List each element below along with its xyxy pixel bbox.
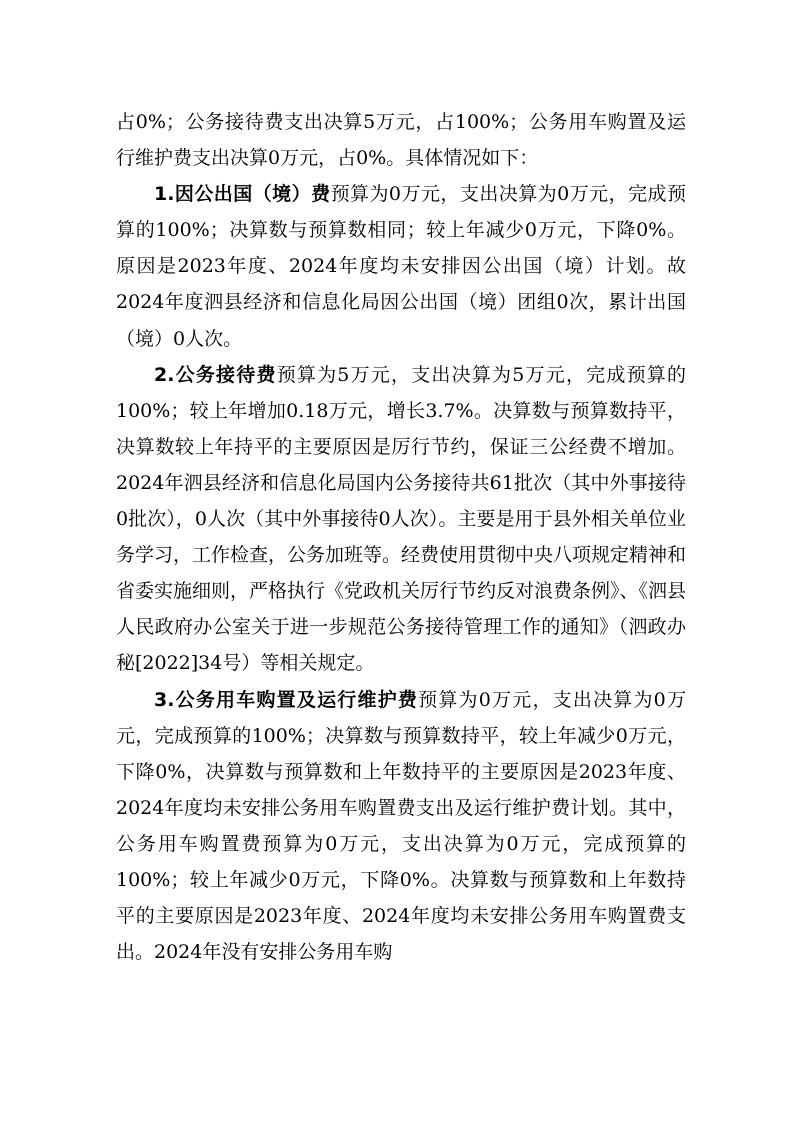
- item-1-heading: 1.因公出国（境）费: [154, 183, 331, 206]
- item-3-text: 预算为0万元，支出决算为0万元，完成预算的100%；决算数与预算数持平，较上年减少0万元，下降0%，决算数与预算数和上年数持平的主要原因是2023年度、2024年度均未安排公务用车购置费支出及运行维护费计划。其中，公务用车购置费预算为0万元，支出决算为0万元，完成预算的100%；较上年减少0万元，下降0%。决算数与预算数和上年数持平的主要原因是2023年度、2024年度均未安排公务用车购置费支出。2024年没有安排公务用车购: [116, 688, 686, 964]
- document-page: [116, 104, 686, 970]
- item-3-paragraph: [116, 682, 686, 971]
- item-3-heading: 3.公务用车购置及运行维护费: [154, 688, 419, 711]
- intro-paragraph: 占0%；公务接待费支出决算5万元，占100%；公务用车购置及运行维护费支出决算0万元，占0%。具体情况如下：: [116, 111, 686, 170]
- item-2-heading: 2.公务接待费: [154, 363, 277, 386]
- item-2-paragraph: [116, 357, 686, 682]
- item-2-text: 预算为5万元，支出决算为5万元，完成预算的100%；较上年增加0.18万元，增长3.7%。决算数与预算数持平，决算数较上年持平的主要原因是厉行节约，保证三公经费不增加。2024年泗县经济和信息化局国内公务接待共61批次（其中外事接待0批次），0人次（其中外事接待0人次）。主要是用于县外相关单位业务学习，工作检查，公务加班等。经费使用贯彻中央八项规定精神和省委实施细则，严格执行《党政机关厉行节约反对浪费条例》、《泗县人民政府办公室关于进一步规范公务接待管理工作的通知》（泗政办秘[2022]34号）等相关规定。: [116, 363, 687, 675]
- item-1-paragraph: [116, 176, 686, 356]
- item-1-text: 预算为0万元，支出决算为0万元，完成预算的100%；决算数与预算数相同；较上年减少0万元，下降0%。原因是2023年度、2024年度均未安排因公出国（境）计划。故2024年度泗县经济和信息化局因公出国（境）团组0次，累计出国（境）0人次。: [116, 183, 686, 350]
